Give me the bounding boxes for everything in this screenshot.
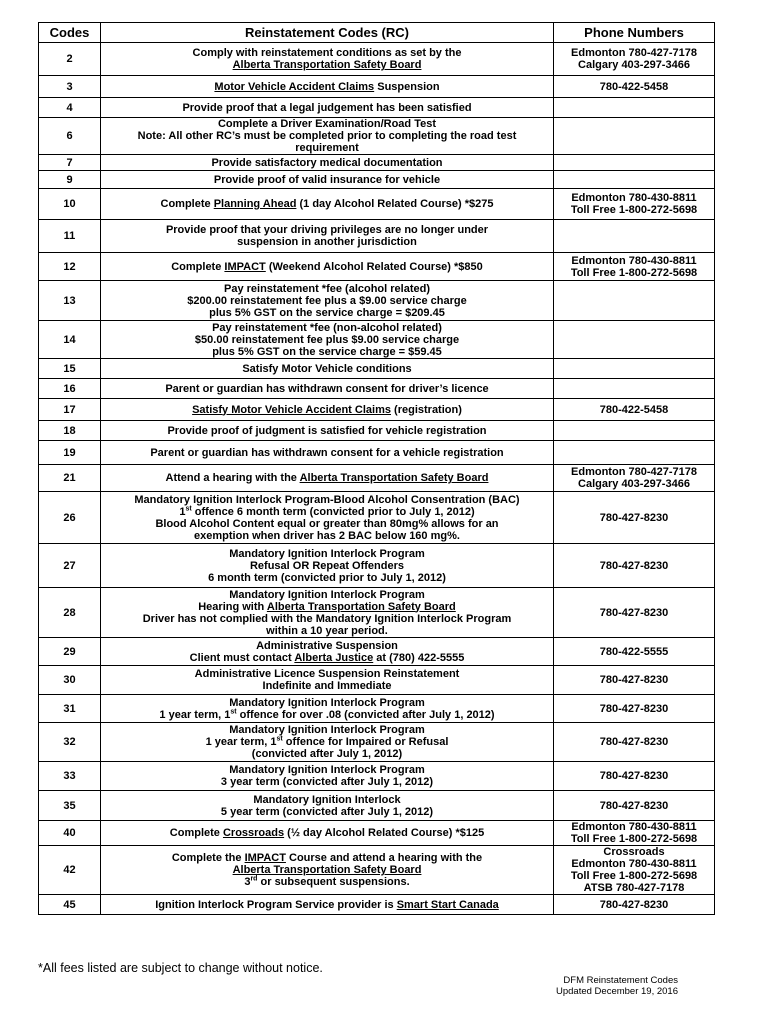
table-row (39, 666, 715, 695)
description-line (104, 852, 550, 864)
description-text: plus 5% GST on the service charge = $59.45 (212, 345, 442, 358)
description-line (104, 59, 550, 71)
table-row (39, 76, 715, 98)
description-cell (101, 76, 554, 98)
description-text: 1 year term, 1 (159, 708, 231, 721)
description-line (104, 709, 550, 721)
agency-name: IMPACT (224, 260, 266, 273)
phone-number: Toll Free 1-800-272-5698 (570, 266, 698, 279)
table-row (39, 695, 715, 723)
description-cell (101, 399, 554, 421)
description-text: Client must contact (189, 651, 295, 664)
ordinal-suffix: rd (250, 875, 258, 883)
reinstatement-codes-table (38, 22, 715, 915)
table-row (39, 846, 715, 895)
code-cell: 33 (39, 762, 101, 791)
phone-number: Calgary 403-297-3466 (578, 59, 690, 71)
code-cell: 13 (39, 281, 101, 321)
description-line (104, 827, 550, 839)
description-line (104, 864, 550, 876)
table-row (39, 379, 715, 399)
phone-cell (554, 723, 715, 762)
phone-cell (554, 821, 715, 846)
phone-cell (554, 846, 715, 895)
phone-number: Edmonton 780-430-8811 (571, 192, 697, 204)
agency-name: Planning Ahead (213, 198, 297, 210)
phone-number: Toll Free 1-800-272-5698 (570, 833, 698, 845)
description-line (104, 548, 550, 560)
code-cell: 40 (39, 821, 101, 846)
table-row (39, 98, 715, 118)
description-text: exemption when driver has 2 BAC below 160 mg%. (194, 529, 460, 542)
table-row (39, 465, 715, 492)
description-cell (101, 846, 554, 895)
description-text: Blood Alcohol Content equal or greater than 80mg% allows for an (155, 517, 499, 530)
table-row (39, 321, 715, 359)
agency-name: Satisfy Motor Vehicle Accident Claims (192, 403, 391, 416)
description-text: Hearing with (198, 600, 267, 613)
description-text: Mandatory Ignition Interlock Program (229, 588, 425, 601)
code-cell: 14 (39, 321, 101, 359)
description-text: Refusal OR Repeat Offenders (249, 559, 405, 572)
code-cell: 17 (39, 399, 101, 421)
description-text: Provide satisfactory medical documentation (211, 156, 443, 169)
code-cell: 6 (39, 118, 101, 155)
description-text: Note: All other RC’s must be completed prior to completing the road test (137, 130, 517, 142)
table-row (39, 441, 715, 465)
description-text: (registration) (390, 403, 462, 416)
description-text: Indefinite and Immediate (262, 680, 392, 692)
phone-number: Edmonton 780-430-8811 (571, 858, 697, 870)
description-cell (101, 465, 554, 492)
phone-number: Calgary 403-297-3466 (578, 478, 690, 490)
code-cell: 7 (39, 155, 101, 171)
phone-cell (554, 638, 715, 666)
description-line (104, 174, 550, 186)
footer-document-title: DFM Reinstatement Codes (563, 975, 678, 986)
code-cell: 30 (39, 666, 101, 695)
description-text: Mandatory Ignition Interlock Program-Blood Alcohol Consentration (BAC) (134, 493, 520, 506)
description-line (104, 613, 550, 625)
header-phone-numbers: Phone Numbers (554, 23, 715, 43)
description-text: Provide proof of valid insurance for vehicle (213, 173, 441, 186)
header-row (39, 23, 715, 43)
description-line (104, 530, 550, 542)
table-row (39, 895, 715, 915)
description-line (104, 261, 550, 273)
agency-name: Motor Vehicle Accident Claims (214, 80, 375, 93)
description-line (104, 404, 550, 416)
phone-number: 780-422-5555 (599, 645, 669, 658)
phone-number: Toll Free 1-800-272-5698 (570, 204, 698, 216)
description-text: requirement (295, 142, 359, 154)
description-cell (101, 171, 554, 189)
table-row (39, 189, 715, 220)
description-text: Mandatory Ignition Interlock Program (229, 696, 425, 709)
code-cell: 42 (39, 846, 101, 895)
phone-cell (554, 465, 715, 492)
header-reinstatement-codes: Reinstatement Codes (RC) (101, 23, 554, 43)
description-line (104, 307, 550, 319)
code-cell: 11 (39, 220, 101, 253)
description-cell (101, 638, 554, 666)
description-line (104, 625, 550, 637)
phone-cell (554, 118, 715, 155)
description-text: Suspension (374, 80, 440, 93)
phone-number: 780-427-8230 (599, 736, 669, 748)
description-line (104, 668, 550, 680)
description-line (104, 899, 550, 911)
phone-cell (554, 155, 715, 171)
description-line (104, 295, 550, 307)
code-cell: 31 (39, 695, 101, 723)
phone-cell (554, 421, 715, 441)
description-cell (101, 359, 554, 379)
description-text: Mandatory Ignition Interlock Program (229, 724, 425, 736)
ordinal-suffix: st (276, 735, 283, 743)
description-line (104, 494, 550, 506)
agency-name: Smart Start Canada (396, 898, 499, 911)
phone-number: 780-427-8230 (599, 702, 669, 715)
phone-number: Edmonton 780-430-8811 (571, 254, 697, 267)
table-row (39, 821, 715, 846)
description-text: Parent or guardian has withdrawn consent for a vehicle registration (150, 446, 504, 459)
phone-cell (554, 98, 715, 118)
description-cell (101, 666, 554, 695)
code-cell: 15 (39, 359, 101, 379)
phone-cell (554, 76, 715, 98)
description-line (104, 198, 550, 210)
description-cell (101, 441, 554, 465)
phone-number: Edmonton 780-427-7178 (571, 47, 697, 59)
phone-cell (554, 189, 715, 220)
table-header (39, 23, 715, 43)
description-line (104, 640, 550, 652)
description-text: or subsequent suspensions. (257, 876, 410, 888)
description-line (104, 472, 550, 484)
phone-number: 780-422-5458 (599, 80, 669, 93)
description-text: (½ day Alcohol Related Course) *$125 (284, 827, 485, 839)
phone-number: 780-427-8230 (599, 674, 669, 686)
description-line (104, 518, 550, 530)
description-line (104, 322, 550, 334)
description-line (104, 425, 550, 437)
description-text: (convicted after July 1, 2012) (251, 748, 403, 760)
agency-name: Alberta Transportation Safety Board (232, 59, 422, 71)
footer-updated-date: Updated December 19, 2016 (556, 986, 678, 997)
description-text: Course and attend a hearing with the (285, 852, 483, 864)
table-row (39, 762, 715, 791)
description-text: Provide proof of judgment is satisfied for vehicle registration (167, 424, 487, 437)
phone-cell (554, 666, 715, 695)
description-line (104, 506, 550, 518)
phone-number: Crossroads (603, 846, 665, 858)
description-cell (101, 220, 554, 253)
description-line (104, 346, 550, 358)
phone-number: 780-427-8230 (599, 770, 669, 782)
agency-name: Alberta Transportation Safety Board (266, 600, 456, 613)
description-line (104, 224, 550, 236)
agency-name: IMPACT (244, 852, 286, 864)
description-text: Administrative Licence Suspension Reinstatement (194, 668, 460, 680)
code-cell: 3 (39, 76, 101, 98)
phone-cell (554, 762, 715, 791)
phone-cell (554, 171, 715, 189)
description-line (104, 334, 550, 346)
description-text: offence for over .08 (convicted after July 1, 2012) (236, 708, 495, 721)
code-cell: 27 (39, 544, 101, 588)
description-cell (101, 695, 554, 723)
code-cell: 32 (39, 723, 101, 762)
table-row (39, 588, 715, 638)
phone-number: Edmonton 780-430-8811 (571, 821, 697, 833)
phone-cell (554, 492, 715, 544)
phone-number: Edmonton 780-427-7178 (571, 466, 697, 478)
description-text: Comply with reinstatement conditions as set by the (192, 47, 462, 59)
description-text: Complete a Driver Examination/Road Test (217, 118, 437, 130)
description-line (104, 118, 550, 130)
description-line (104, 680, 550, 692)
phone-cell (554, 695, 715, 723)
phone-cell (554, 544, 715, 588)
description-line (104, 794, 550, 806)
code-cell: 45 (39, 895, 101, 915)
description-line (104, 236, 550, 248)
description-text: Ignition Interlock Program Service provider is (155, 898, 397, 911)
table-row (39, 118, 715, 155)
description-line (104, 142, 550, 154)
description-cell (101, 321, 554, 359)
table-row (39, 638, 715, 666)
description-line (104, 764, 550, 776)
phone-cell (554, 441, 715, 465)
description-text: $50.00 reinstatement fee plus $9.00 service charge (194, 333, 460, 346)
description-line (104, 697, 550, 709)
code-cell: 9 (39, 171, 101, 189)
description-cell (101, 98, 554, 118)
description-text: Mandatory Ignition Interlock Program (229, 547, 425, 560)
description-cell (101, 588, 554, 638)
phone-number: 780-427-8230 (599, 606, 669, 619)
table-row (39, 253, 715, 281)
description-text: Complete (169, 827, 223, 839)
description-cell (101, 118, 554, 155)
description-text: 1 (179, 505, 186, 518)
phone-cell (554, 791, 715, 821)
description-text: 1 year term, 1 (205, 736, 277, 748)
description-text: 5 year term (convicted after July 1, 2012) (220, 805, 434, 818)
table-body (39, 43, 715, 915)
description-line (104, 363, 550, 375)
description-cell (101, 281, 554, 321)
code-cell: 16 (39, 379, 101, 399)
code-cell: 19 (39, 441, 101, 465)
description-text: Attend a hearing with the (165, 472, 300, 484)
description-cell (101, 723, 554, 762)
description-text: offence for Impaired or Refusal (282, 736, 449, 748)
description-text: suspension in another jurisdiction (237, 236, 417, 248)
phone-cell (554, 281, 715, 321)
description-cell (101, 791, 554, 821)
description-line (104, 589, 550, 601)
code-cell: 4 (39, 98, 101, 118)
description-cell (101, 189, 554, 220)
phone-cell (554, 220, 715, 253)
description-line (104, 601, 550, 613)
table-row (39, 399, 715, 421)
description-line (104, 806, 550, 818)
description-cell (101, 421, 554, 441)
phone-cell (554, 895, 715, 915)
phone-cell (554, 399, 715, 421)
description-cell (101, 821, 554, 846)
table-row (39, 359, 715, 379)
ordinal-suffix: st (185, 504, 192, 512)
code-cell: 21 (39, 465, 101, 492)
code-cell: 2 (39, 43, 101, 76)
description-cell (101, 544, 554, 588)
description-line (104, 736, 550, 748)
description-text: $200.00 reinstatement fee plus a $9.00 service charge (187, 294, 467, 307)
phone-cell (554, 321, 715, 359)
phone-number: ATSB 780-427-7178 (583, 882, 685, 894)
table-row (39, 281, 715, 321)
phone-number: Toll Free 1-800-272-5698 (570, 870, 698, 882)
table-row (39, 155, 715, 171)
description-line (104, 130, 550, 142)
description-text: Provide proof that your driving privileges are no longer under (165, 224, 489, 236)
description-line (104, 383, 550, 395)
description-text: 3 (244, 876, 251, 888)
description-cell (101, 762, 554, 791)
description-line (104, 47, 550, 59)
description-text: Driver has not complied with the Mandatory Ignition Interlock Program (142, 612, 512, 625)
phone-number: 780-427-8230 (599, 799, 669, 812)
code-cell: 26 (39, 492, 101, 544)
phone-cell (554, 379, 715, 399)
agency-name: Alberta Transportation Safety Board (232, 864, 422, 876)
description-line (104, 102, 550, 114)
description-line (104, 572, 550, 584)
table-row (39, 723, 715, 762)
document-footer (556, 975, 678, 997)
table-row (39, 421, 715, 441)
ordinal-suffix: st (230, 707, 237, 715)
description-line (104, 748, 550, 760)
description-text: (Weekend Alcohol Related Course) *$850 (265, 260, 483, 273)
header-codes: Codes (39, 23, 101, 43)
description-line (104, 283, 550, 295)
phone-cell (554, 588, 715, 638)
description-text: Provide proof that a legal judgement has been satisfied (182, 101, 472, 114)
description-line (104, 81, 550, 93)
code-cell: 28 (39, 588, 101, 638)
description-line (104, 447, 550, 459)
description-text: Administrative Suspension (256, 639, 398, 652)
description-text: Pay reinstatement *fee (alcohol related) (223, 282, 430, 295)
description-cell (101, 253, 554, 281)
description-line (104, 157, 550, 169)
code-cell: 35 (39, 791, 101, 821)
phone-cell (554, 43, 715, 76)
description-text: 3 year term (convicted after July 1, 2012) (220, 776, 434, 788)
code-cell: 18 (39, 421, 101, 441)
description-text: within a 10 year period. (266, 624, 388, 637)
description-text: Complete (171, 260, 225, 273)
description-cell (101, 895, 554, 915)
phone-cell (554, 253, 715, 281)
phone-number: 780-427-8230 (599, 559, 669, 572)
phone-cell (554, 359, 715, 379)
agency-name: Alberta Transportation Safety Board (299, 472, 489, 484)
description-line (104, 560, 550, 572)
description-line (104, 652, 550, 664)
description-line (104, 776, 550, 788)
code-cell: 29 (39, 638, 101, 666)
description-text: at (780) 422-5555 (373, 651, 465, 664)
description-line (104, 876, 550, 888)
agency-name: Alberta Justice (294, 651, 374, 664)
description-text: plus 5% GST on the service charge = $209.45 (209, 306, 445, 319)
description-text: Satisfy Motor Vehicle conditions (242, 362, 412, 375)
table-row (39, 492, 715, 544)
description-text: offence 6 month term (convicted prior to July 1, 2012) (191, 505, 475, 518)
phone-number: 780-427-8230 (599, 898, 669, 911)
phone-number: 780-422-5458 (599, 403, 669, 416)
table-row (39, 171, 715, 189)
description-text: 6 month term (convicted prior to July 1, 2012) (208, 571, 446, 584)
table-row (39, 220, 715, 253)
description-text: Pay reinstatement *fee (non-alcohol related) (212, 321, 442, 334)
fee-disclaimer: *All fees listed are subject to change without notice. (38, 961, 323, 975)
agency-name: Crossroads (222, 827, 285, 839)
description-cell (101, 379, 554, 399)
description-cell (101, 155, 554, 171)
code-cell: 10 (39, 189, 101, 220)
description-cell (101, 492, 554, 544)
phone-number: 780-427-8230 (599, 511, 669, 524)
table-row (39, 791, 715, 821)
description-line (104, 724, 550, 736)
code-cell: 12 (39, 253, 101, 281)
description-text: Parent or guardian has withdrawn consent for driver’s licence (165, 382, 489, 395)
description-text: Complete the (171, 852, 245, 864)
description-text: Complete (160, 198, 214, 210)
table-row (39, 544, 715, 588)
description-text: Mandatory Ignition Interlock Program (229, 764, 425, 776)
description-text: Mandatory Ignition Interlock (253, 793, 401, 806)
table-row (39, 43, 715, 76)
description-cell (101, 43, 554, 76)
description-text: (1 day Alcohol Related Course) *$275 (296, 198, 494, 210)
